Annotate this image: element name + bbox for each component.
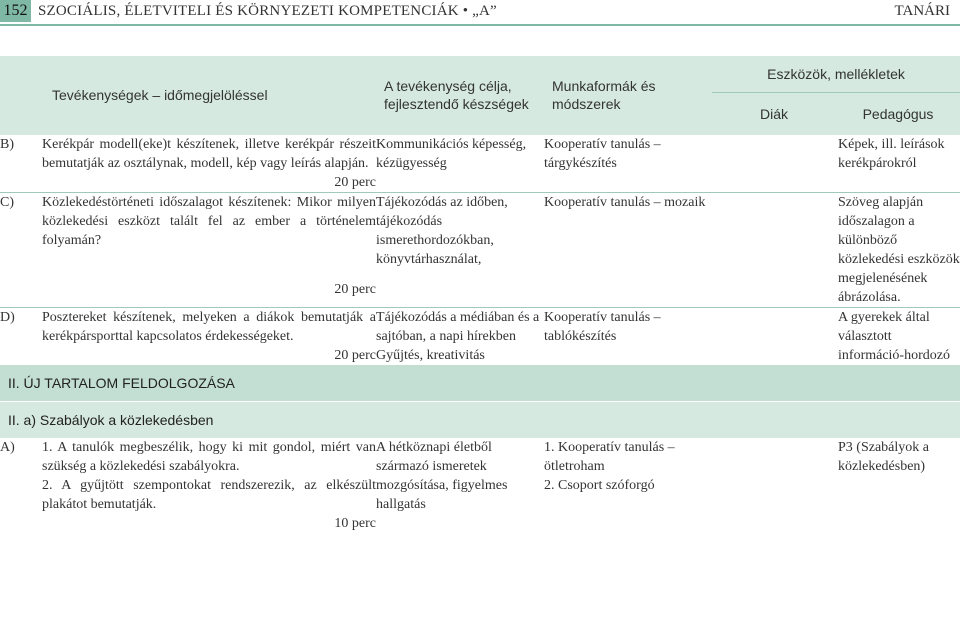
student-tools-cell xyxy=(712,135,838,193)
running-label: TANÁRI xyxy=(894,3,950,19)
teacher-tools-cell: A gyerekek által választott információ-hordozó xyxy=(838,310,950,363)
activity-text: Közlekedéstörténeti időszalagot készítenek: Mikor milyen közlekedési eszközt talált fel az ember a történelem folyamán? xyxy=(42,195,377,248)
header-divider xyxy=(0,24,960,26)
table-header-row xyxy=(0,56,960,135)
row-label: B) xyxy=(0,135,42,193)
header-method-line1: Munkaformák és xyxy=(552,78,656,94)
activity-text-1: 1. A tanulók megbeszélik, hogy ki mit gondol, miért van szükség a közlekedési szabályokra. xyxy=(42,440,377,474)
row-label: A) xyxy=(0,440,15,455)
goal-cell: Tájékozódás a médiában és a sajtóban, a napi hírekben Gyűjtés, kreativitás xyxy=(376,310,540,363)
teacher-tools-cell: P3 (Szabályok a közlekedésben) xyxy=(838,440,929,474)
activity-text: Posztereket készítenek, melyeken a diákok bemutatják a kerékpársporttal kapcsolatos érdekességeket. xyxy=(42,310,377,344)
page-header xyxy=(0,0,960,22)
method-text-1: 1. Kooperatív tanulás – ötletroham xyxy=(544,440,675,474)
table-row xyxy=(0,438,960,533)
row-label: C) xyxy=(0,193,42,308)
table-row xyxy=(0,193,960,308)
method-cell: Kooperatív tanulás – tablókészítés xyxy=(544,310,661,344)
header-teacher: Pedagógus xyxy=(862,106,934,122)
activity-cell xyxy=(42,193,376,308)
student-tools-cell xyxy=(712,308,838,366)
activity-cell xyxy=(42,308,376,366)
header-goal xyxy=(376,56,544,135)
table-row xyxy=(0,135,960,193)
header-method-line2: módszerek xyxy=(552,96,621,112)
section-heading-row xyxy=(0,365,960,402)
lesson-plan-table xyxy=(0,56,960,533)
teacher-tools-cell: Képek, ill. leírások kerékpárokról xyxy=(838,135,960,193)
goal-cell: Kommunikációs képesség, kézügyesség xyxy=(376,135,544,193)
student-tools-cell xyxy=(712,193,838,308)
row-label: D) xyxy=(0,310,15,325)
subsection-title: II. a) Szabályok a közlekedésben xyxy=(0,402,960,439)
subsection-heading-row xyxy=(0,402,960,439)
header-tools-title: Eszközök, mellékletek xyxy=(712,56,960,93)
goal-cell: A hétköznapi életből származó ismeretek mozgósítása, figyelmes hallgatás xyxy=(376,440,508,512)
running-title: SZOCIÁLIS, ÉLETVITELI ÉS KÖRNYEZETI KOMPETENCIÁK • „A” xyxy=(38,3,497,19)
student-tools-cell xyxy=(712,438,838,533)
teacher-tools-cell: Szöveg alapján időszalagon a különböző közlekedési eszközök megjelenésének ábrázolása. xyxy=(838,193,960,308)
activity-time: 20 perc xyxy=(334,282,377,297)
activity-cell xyxy=(42,438,376,533)
table-row xyxy=(0,308,960,366)
page-number: 152 xyxy=(0,0,31,22)
activity-cell xyxy=(42,135,376,193)
activity-text-2: 2. A gyűjtött szempontokat rendszerezik, az elkészült plakátot bemutatják. xyxy=(42,478,377,512)
header-activities xyxy=(0,56,376,135)
header-student: Diák xyxy=(760,106,789,122)
activity-time: 10 perc xyxy=(334,516,377,531)
activity-time: 20 perc xyxy=(334,175,377,190)
method-cell: Kooperatív tanulás – tárgykészítés xyxy=(544,135,712,193)
header-goal-line2: fejlesztendő készségek xyxy=(384,96,529,112)
method-cell: Kooperatív tanulás – mozaik xyxy=(544,193,712,308)
section-title: II. ÚJ TARTALOM FELDOLGOZÁSA xyxy=(0,365,960,402)
header-tools xyxy=(712,56,960,135)
activity-text: Kerékpár modell(eke)t készítenek, illetve kerékpár részeit bemutatják az osztálynak, modell, kép vagy leírás alapján. xyxy=(42,137,377,171)
header-goal-line1: A tevékenység célja, xyxy=(384,78,512,94)
method-cell xyxy=(544,438,712,533)
goal-cell: Tájékozódás az időben, tájékozódás ismerethordozókban, könyvtárhasználat, xyxy=(376,193,544,308)
header-activities-label: Tevékenységek – időmegjelöléssel xyxy=(52,87,268,103)
method-text-2: 2. Csoport szóforgó xyxy=(544,478,655,493)
activity-time: 20 perc xyxy=(334,348,377,363)
header-method xyxy=(544,56,712,135)
